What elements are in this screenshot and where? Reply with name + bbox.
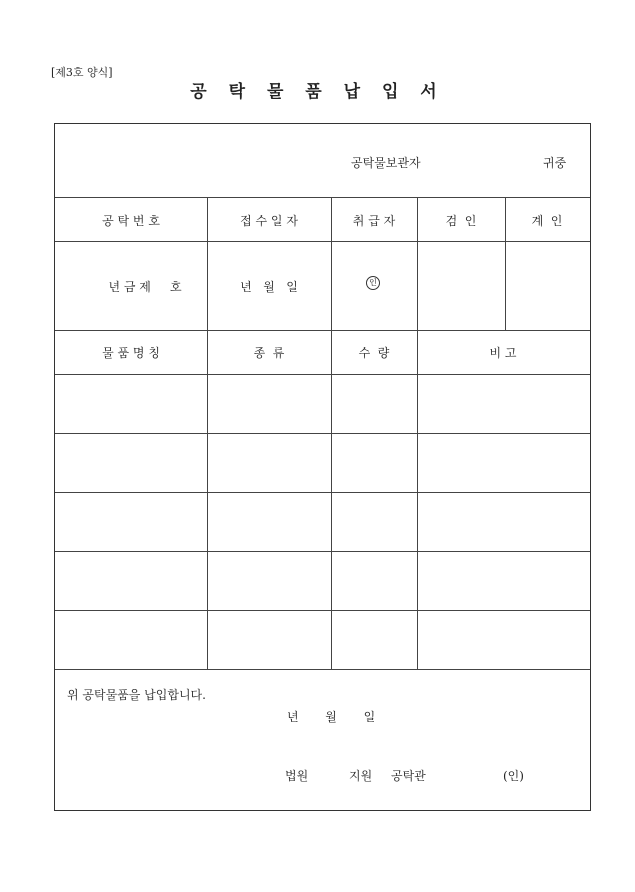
header-item-type: 종 류 (253, 346, 285, 360)
receipt-date-value: 년 월 일 (240, 280, 298, 294)
row-divider (55, 374, 590, 375)
footer-date: 년 월 일 (287, 710, 376, 724)
row-divider (55, 551, 590, 552)
header-receipt-date: 접 수 일 자 (240, 214, 298, 228)
header-jein: 계 인 (531, 214, 563, 228)
header-item-qty: 수 량 (358, 346, 390, 360)
header-item-name: 물 품 명 칭 (102, 346, 160, 360)
col-divider (417, 197, 418, 669)
footer-seal: (인) (503, 769, 524, 783)
footer-branch: 지원 (349, 769, 373, 783)
col-divider (207, 197, 208, 669)
row-divider (55, 492, 590, 493)
header-inspection: 검 인 (445, 214, 477, 228)
deposit-year-no: 년 금 제 호 (108, 280, 182, 294)
recipient-honorific: 귀중 (543, 156, 567, 170)
footer-officer: 공탁관 (391, 769, 426, 783)
header-item-note: 비 고 (489, 346, 517, 360)
recipient-label: 공탁물보관자 (351, 156, 421, 170)
header-handler: 취 급 자 (352, 214, 396, 228)
col-divider (331, 197, 332, 669)
header-deposit-no: 공 탁 번 호 (102, 214, 160, 228)
form-number: [제3호 양식] (51, 66, 113, 79)
footer-court: 법원 (285, 769, 309, 783)
form-table (54, 123, 591, 811)
row-divider (55, 669, 590, 670)
footer-statement: 위 공탁물품을 납입합니다. (67, 688, 206, 702)
row-divider (55, 197, 590, 198)
handler-seal-mark: 인 (366, 276, 380, 290)
row-divider (55, 330, 590, 331)
row-divider (55, 610, 590, 611)
col-divider (505, 197, 506, 330)
page-title: 공 탁 물 품 납 입 서 (190, 82, 445, 102)
row-divider (55, 241, 590, 242)
row-divider (55, 433, 590, 434)
